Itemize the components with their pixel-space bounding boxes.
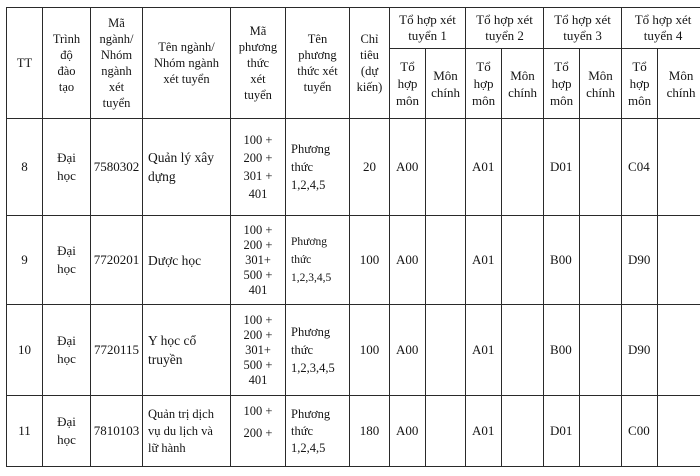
cell-combo-1: A00 bbox=[390, 119, 426, 216]
cell-main-1 bbox=[426, 305, 466, 396]
cell-level: Đại học bbox=[43, 216, 91, 305]
cell-quota: 20 bbox=[350, 119, 390, 216]
cell-code: 7720201 bbox=[91, 216, 143, 305]
cell-major-name: Quản trị dịch vụ du lịch và lữ hành bbox=[143, 396, 231, 467]
cell-main-2 bbox=[502, 305, 544, 396]
cell-main-2 bbox=[502, 396, 544, 467]
header-combo-2: Tổ hợp xét tuyển 2 bbox=[466, 8, 544, 49]
cell-combo-3: D01 bbox=[544, 119, 580, 216]
cell-method-name: Phương thức 1,2,3,4,5 bbox=[286, 216, 350, 305]
subheader-mon-chinh-1: Môn chính bbox=[426, 49, 466, 119]
cell-main-1 bbox=[426, 216, 466, 305]
cell-combo-4: D90 bbox=[622, 216, 658, 305]
cell-major-name: Y học cổ truyền bbox=[143, 305, 231, 396]
cell-major-name: Dược học bbox=[143, 216, 231, 305]
subheader-to-hop-mon-1: Tổ hợp môn bbox=[390, 49, 426, 119]
cell-quota: 100 bbox=[350, 305, 390, 396]
subheader-mon-chinh-3: Môn chính bbox=[580, 49, 622, 119]
cell-level: Đại học bbox=[43, 119, 91, 216]
cell-method-code: 100 + 200 + 301+ 500 + 401 bbox=[231, 305, 286, 396]
cell-main-1 bbox=[426, 396, 466, 467]
cell-combo-1: A00 bbox=[390, 305, 426, 396]
header-code: Mã ngành/ Nhóm ngành xét tuyển bbox=[91, 8, 143, 119]
header-method-name: Tên phương thức xét tuyển bbox=[286, 8, 350, 119]
cell-level: Đại học bbox=[43, 305, 91, 396]
cell-tt: 11 bbox=[7, 396, 43, 467]
cell-level: Đại học bbox=[43, 396, 91, 467]
cell-tt: 9 bbox=[7, 216, 43, 305]
cell-tt: 10 bbox=[7, 305, 43, 396]
cell-combo-4: C00 bbox=[622, 396, 658, 467]
cell-main-4 bbox=[658, 305, 700, 396]
cell-combo-1: A00 bbox=[390, 216, 426, 305]
cell-combo-2: A01 bbox=[466, 305, 502, 396]
cell-main-3 bbox=[580, 119, 622, 216]
subheader-to-hop-mon-3: Tổ hợp môn bbox=[544, 49, 580, 119]
cell-combo-2: A01 bbox=[466, 119, 502, 216]
subheader-to-hop-mon-4: Tổ hợp môn bbox=[622, 49, 658, 119]
cell-method-code: 100 + 200 + 301 + 401 bbox=[231, 119, 286, 216]
cell-main-2 bbox=[502, 216, 544, 305]
cell-main-2 bbox=[502, 119, 544, 216]
cell-main-4 bbox=[658, 119, 700, 216]
header-combo-3: Tổ hợp xét tuyển 3 bbox=[544, 8, 622, 49]
cell-method-code: 100 + 200 + 301+ 500 + 401 bbox=[231, 216, 286, 305]
cell-main-4 bbox=[658, 216, 700, 305]
cell-combo-1: A00 bbox=[390, 396, 426, 467]
cell-code: 7720115 bbox=[91, 305, 143, 396]
cell-main-1 bbox=[426, 119, 466, 216]
cell-code: 7810103 bbox=[91, 396, 143, 467]
table-row bbox=[7, 305, 700, 396]
cell-quota: 100 bbox=[350, 216, 390, 305]
header-method-code: Mã phương thức xét tuyển bbox=[231, 8, 286, 119]
table-row bbox=[7, 119, 700, 216]
table-row bbox=[7, 216, 700, 305]
cell-main-3 bbox=[580, 216, 622, 305]
cell-method-name: Phương thức 1,2,3,4,5 bbox=[286, 305, 350, 396]
cell-combo-4: D90 bbox=[622, 305, 658, 396]
subheader-to-hop-mon-2: Tổ hợp môn bbox=[466, 49, 502, 119]
cell-combo-3: B00 bbox=[544, 216, 580, 305]
cell-code: 7580302 bbox=[91, 119, 143, 216]
cell-combo-3: D01 bbox=[544, 396, 580, 467]
cell-main-3 bbox=[580, 305, 622, 396]
header-level: Trình độ đào tạo bbox=[43, 8, 91, 119]
cell-method-name: Phương thức 1,2,4,5 bbox=[286, 396, 350, 467]
cell-combo-4: C04 bbox=[622, 119, 658, 216]
cell-quota: 180 bbox=[350, 396, 390, 467]
cell-combo-2: A01 bbox=[466, 396, 502, 467]
cell-main-4 bbox=[658, 396, 700, 467]
cell-method-code: 100 + 200 + bbox=[231, 396, 286, 467]
table-row bbox=[7, 396, 700, 467]
cell-major-name: Quản lý xây dựng bbox=[143, 119, 231, 216]
cell-main-3 bbox=[580, 396, 622, 467]
header-row bbox=[7, 8, 700, 49]
header-combo-4: Tổ hợp xét tuyển 4 bbox=[622, 8, 700, 49]
subheader-mon-chinh-2: Môn chính bbox=[502, 49, 544, 119]
header-tt: TT bbox=[7, 8, 43, 119]
admission-table bbox=[6, 7, 700, 467]
cell-combo-3: B00 bbox=[544, 305, 580, 396]
cell-tt: 8 bbox=[7, 119, 43, 216]
cell-method-name: Phương thức 1,2,4,5 bbox=[286, 119, 350, 216]
cell-combo-2: A01 bbox=[466, 216, 502, 305]
subheader-mon-chinh-4: Môn chính bbox=[658, 49, 700, 119]
header-combo-1: Tổ hợp xét tuyển 1 bbox=[390, 8, 466, 49]
header-name: Tên ngành/ Nhóm ngành xét tuyển bbox=[143, 8, 231, 119]
header-quota: Chỉ tiêu (dự kiến) bbox=[350, 8, 390, 119]
